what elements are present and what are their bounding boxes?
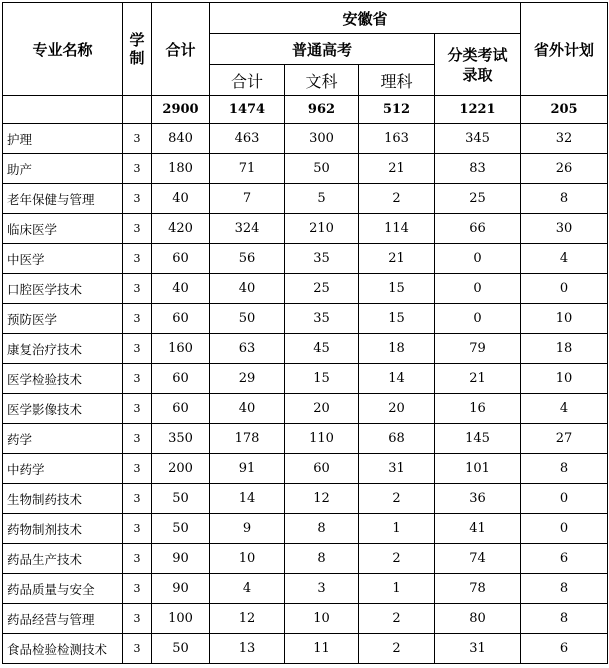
table-row bbox=[3, 484, 608, 514]
cell-out-of-province: 0 bbox=[521, 274, 608, 304]
header-anhui: 安徽省 bbox=[210, 3, 521, 34]
cell-duration: 3 bbox=[123, 634, 152, 664]
cell-out-of-province: 10 bbox=[521, 364, 608, 394]
cell-science: 20 bbox=[359, 394, 435, 424]
cell-total: 90 bbox=[152, 544, 210, 574]
cell-liberal-arts: 25 bbox=[285, 274, 359, 304]
cell-duration: 3 bbox=[123, 514, 152, 544]
cell-duration: 3 bbox=[123, 334, 152, 364]
cell-duration: 3 bbox=[123, 154, 152, 184]
table-row bbox=[3, 124, 608, 154]
cell-category-exam: 0 bbox=[435, 244, 521, 274]
cell-duration: 3 bbox=[123, 484, 152, 514]
header-duration bbox=[123, 3, 152, 96]
table-row bbox=[3, 424, 608, 454]
cell-out-of-province: 6 bbox=[521, 544, 608, 574]
cell-out-of-province: 8 bbox=[521, 604, 608, 634]
cell-category-exam: 0 bbox=[435, 274, 521, 304]
cell-major-name: 中药学 bbox=[3, 454, 123, 484]
cell-duration: 3 bbox=[123, 184, 152, 214]
cell-category-exam: 0 bbox=[435, 304, 521, 334]
cell-duration: 3 bbox=[123, 244, 152, 274]
cell-liberal-arts: 110 bbox=[285, 424, 359, 454]
cell-liberal-arts: 45 bbox=[285, 334, 359, 364]
cell-category-exam: 83 bbox=[435, 154, 521, 184]
cell-total: 90 bbox=[152, 574, 210, 604]
cell-total: 100 bbox=[152, 604, 210, 634]
table-row bbox=[3, 544, 608, 574]
cell-out-of-province: 10 bbox=[521, 304, 608, 334]
cell-subtotal: 178 bbox=[210, 424, 285, 454]
cell-major-name: 药品质量与安全 bbox=[3, 574, 123, 604]
header-out-of-province: 省外计划 bbox=[521, 3, 608, 96]
cell-major-name: 医学影像技术 bbox=[3, 394, 123, 424]
cell-total: 60 bbox=[152, 244, 210, 274]
totals-total: 2900 bbox=[152, 96, 210, 124]
cell-out-of-province: 27 bbox=[521, 424, 608, 454]
cell-duration: 3 bbox=[123, 304, 152, 334]
header-category-exam-line1: 分类考试 bbox=[447, 45, 508, 64]
cell-category-exam: 79 bbox=[435, 334, 521, 364]
cell-category-exam: 21 bbox=[435, 364, 521, 394]
cell-total: 60 bbox=[152, 394, 210, 424]
header-liberal-arts: 文科 bbox=[285, 65, 359, 96]
table-row bbox=[3, 514, 608, 544]
header-category-exam-line2: 录取 bbox=[462, 65, 493, 84]
header-science: 理科 bbox=[359, 65, 435, 96]
cell-total: 60 bbox=[152, 364, 210, 394]
cell-category-exam: 25 bbox=[435, 184, 521, 214]
cell-out-of-province: 32 bbox=[521, 124, 608, 154]
cell-liberal-arts: 10 bbox=[285, 604, 359, 634]
enrollment-plan-table bbox=[2, 2, 608, 664]
cell-liberal-arts: 3 bbox=[285, 574, 359, 604]
cell-subtotal: 7 bbox=[210, 184, 285, 214]
cell-liberal-arts: 20 bbox=[285, 394, 359, 424]
header-subtotal: 合计 bbox=[210, 65, 285, 96]
cell-total: 160 bbox=[152, 334, 210, 364]
cell-science: 2 bbox=[359, 544, 435, 574]
cell-subtotal: 14 bbox=[210, 484, 285, 514]
cell-science: 2 bbox=[359, 184, 435, 214]
cell-major-name: 医学检验技术 bbox=[3, 364, 123, 394]
cell-total: 60 bbox=[152, 304, 210, 334]
cell-out-of-province: 8 bbox=[521, 574, 608, 604]
cell-duration: 3 bbox=[123, 394, 152, 424]
cell-category-exam: 74 bbox=[435, 544, 521, 574]
cell-duration: 3 bbox=[123, 574, 152, 604]
cell-duration: 3 bbox=[123, 544, 152, 574]
cell-liberal-arts: 11 bbox=[285, 634, 359, 664]
cell-subtotal: 63 bbox=[210, 334, 285, 364]
totals-subtotal: 1474 bbox=[210, 96, 285, 124]
cell-liberal-arts: 8 bbox=[285, 514, 359, 544]
header-duration-line1: 学 bbox=[129, 31, 145, 49]
cell-category-exam: 31 bbox=[435, 634, 521, 664]
cell-science: 31 bbox=[359, 454, 435, 484]
totals-row bbox=[3, 96, 608, 124]
cell-duration: 3 bbox=[123, 454, 152, 484]
table-row bbox=[3, 574, 608, 604]
table-row bbox=[3, 364, 608, 394]
cell-major-name: 药品生产技术 bbox=[3, 544, 123, 574]
cell-science: 2 bbox=[359, 604, 435, 634]
cell-category-exam: 16 bbox=[435, 394, 521, 424]
cell-subtotal: 463 bbox=[210, 124, 285, 154]
cell-out-of-province: 8 bbox=[521, 184, 608, 214]
cell-category-exam: 80 bbox=[435, 604, 521, 634]
cell-liberal-arts: 210 bbox=[285, 214, 359, 244]
totals-category-exam: 1221 bbox=[435, 96, 521, 124]
header-category-exam bbox=[435, 34, 521, 96]
cell-total: 180 bbox=[152, 154, 210, 184]
cell-liberal-arts: 15 bbox=[285, 364, 359, 394]
cell-total: 420 bbox=[152, 214, 210, 244]
cell-subtotal: 10 bbox=[210, 544, 285, 574]
cell-subtotal: 9 bbox=[210, 514, 285, 544]
cell-subtotal: 29 bbox=[210, 364, 285, 394]
cell-duration: 3 bbox=[123, 604, 152, 634]
header-general-exam: 普通高考 bbox=[210, 34, 435, 65]
cell-subtotal: 13 bbox=[210, 634, 285, 664]
cell-category-exam: 78 bbox=[435, 574, 521, 604]
cell-subtotal: 56 bbox=[210, 244, 285, 274]
cell-major-name: 药学 bbox=[3, 424, 123, 454]
cell-major-name: 康复治疗技术 bbox=[3, 334, 123, 364]
cell-science: 2 bbox=[359, 634, 435, 664]
cell-total: 50 bbox=[152, 514, 210, 544]
cell-total: 200 bbox=[152, 454, 210, 484]
header-major-name: 专业名称 bbox=[3, 3, 123, 96]
cell-total: 40 bbox=[152, 184, 210, 214]
cell-liberal-arts: 35 bbox=[285, 244, 359, 274]
cell-science: 15 bbox=[359, 274, 435, 304]
cell-total: 840 bbox=[152, 124, 210, 154]
cell-category-exam: 36 bbox=[435, 484, 521, 514]
cell-major-name: 生物制药技术 bbox=[3, 484, 123, 514]
cell-out-of-province: 26 bbox=[521, 154, 608, 184]
cell-liberal-arts: 50 bbox=[285, 154, 359, 184]
cell-liberal-arts: 5 bbox=[285, 184, 359, 214]
cell-category-exam: 345 bbox=[435, 124, 521, 154]
cell-subtotal: 71 bbox=[210, 154, 285, 184]
cell-total: 40 bbox=[152, 274, 210, 304]
cell-out-of-province: 0 bbox=[521, 514, 608, 544]
cell-total: 350 bbox=[152, 424, 210, 454]
cell-major-name: 预防医学 bbox=[3, 304, 123, 334]
cell-out-of-province: 30 bbox=[521, 214, 608, 244]
cell-major-name: 老年保健与管理 bbox=[3, 184, 123, 214]
cell-category-exam: 101 bbox=[435, 454, 521, 484]
cell-duration: 3 bbox=[123, 214, 152, 244]
cell-science: 114 bbox=[359, 214, 435, 244]
cell-liberal-arts: 8 bbox=[285, 544, 359, 574]
cell-duration: 3 bbox=[123, 274, 152, 304]
cell-duration: 3 bbox=[123, 124, 152, 154]
cell-liberal-arts: 12 bbox=[285, 484, 359, 514]
cell-out-of-province: 6 bbox=[521, 634, 608, 664]
table-row bbox=[3, 334, 608, 364]
table-row bbox=[3, 604, 608, 634]
table-row bbox=[3, 634, 608, 664]
cell-major-name: 中医学 bbox=[3, 244, 123, 274]
cell-major-name: 食品检验检测技术 bbox=[3, 634, 123, 664]
totals-blank-name bbox=[3, 96, 123, 124]
cell-out-of-province: 4 bbox=[521, 244, 608, 274]
cell-out-of-province: 0 bbox=[521, 484, 608, 514]
cell-total: 50 bbox=[152, 484, 210, 514]
cell-total: 50 bbox=[152, 634, 210, 664]
cell-major-name: 口腔医学技术 bbox=[3, 274, 123, 304]
cell-subtotal: 91 bbox=[210, 454, 285, 484]
cell-category-exam: 66 bbox=[435, 214, 521, 244]
totals-science: 512 bbox=[359, 96, 435, 124]
table-row bbox=[3, 454, 608, 484]
cell-science: 1 bbox=[359, 574, 435, 604]
header-duration-line2: 制 bbox=[129, 49, 145, 67]
cell-major-name: 药物制剂技术 bbox=[3, 514, 123, 544]
cell-science: 21 bbox=[359, 244, 435, 274]
cell-science: 68 bbox=[359, 424, 435, 454]
cell-out-of-province: 18 bbox=[521, 334, 608, 364]
cell-science: 14 bbox=[359, 364, 435, 394]
cell-subtotal: 40 bbox=[210, 274, 285, 304]
cell-science: 15 bbox=[359, 304, 435, 334]
cell-out-of-province: 4 bbox=[521, 394, 608, 424]
cell-major-name: 护理 bbox=[3, 124, 123, 154]
cell-out-of-province: 8 bbox=[521, 454, 608, 484]
cell-science: 21 bbox=[359, 154, 435, 184]
cell-science: 2 bbox=[359, 484, 435, 514]
cell-category-exam: 145 bbox=[435, 424, 521, 454]
table-row bbox=[3, 214, 608, 244]
cell-duration: 3 bbox=[123, 424, 152, 454]
table-row bbox=[3, 184, 608, 214]
table-row bbox=[3, 154, 608, 184]
table-row bbox=[3, 304, 608, 334]
cell-subtotal: 4 bbox=[210, 574, 285, 604]
cell-duration: 3 bbox=[123, 364, 152, 394]
cell-subtotal: 40 bbox=[210, 394, 285, 424]
table-row bbox=[3, 394, 608, 424]
cell-major-name: 助产 bbox=[3, 154, 123, 184]
totals-out-of-province: 205 bbox=[521, 96, 608, 124]
cell-liberal-arts: 35 bbox=[285, 304, 359, 334]
table-row bbox=[3, 244, 608, 274]
cell-liberal-arts: 60 bbox=[285, 454, 359, 484]
cell-subtotal: 50 bbox=[210, 304, 285, 334]
cell-science: 163 bbox=[359, 124, 435, 154]
cell-category-exam: 41 bbox=[435, 514, 521, 544]
cell-science: 18 bbox=[359, 334, 435, 364]
cell-subtotal: 12 bbox=[210, 604, 285, 634]
cell-liberal-arts: 300 bbox=[285, 124, 359, 154]
header-row-1 bbox=[3, 3, 608, 34]
header-total: 合计 bbox=[152, 3, 210, 96]
table-row bbox=[3, 274, 608, 304]
totals-blank-years bbox=[123, 96, 152, 124]
cell-major-name: 药品经营与管理 bbox=[3, 604, 123, 634]
cell-subtotal: 324 bbox=[210, 214, 285, 244]
cell-science: 1 bbox=[359, 514, 435, 544]
totals-liberal-arts: 962 bbox=[285, 96, 359, 124]
cell-major-name: 临床医学 bbox=[3, 214, 123, 244]
